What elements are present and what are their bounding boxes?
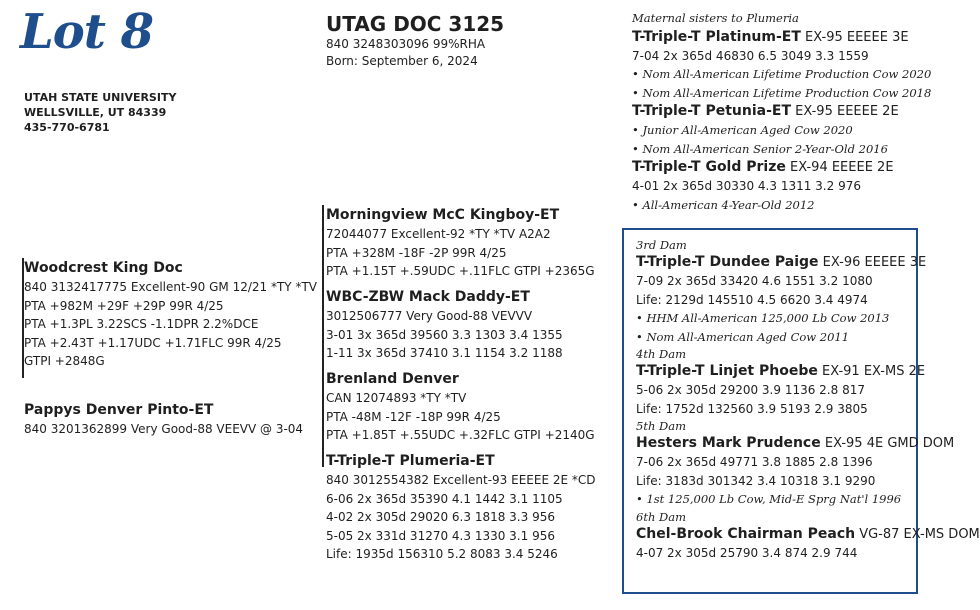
dam-sire-name: Brenland Denver — [326, 371, 459, 387]
dam-dam-line: 5-05 2x 331d 31270 4.3 1330 3.1 956 — [326, 528, 555, 543]
dam-record: 7-06 2x 365d 49771 3.8 1885 2.8 1396 — [636, 455, 873, 469]
dams-block — [636, 237, 980, 562]
maternal-sisters-block — [632, 9, 931, 214]
dam-record: 7-09 2x 365d 33420 4.6 1551 3.2 1080 — [636, 274, 873, 288]
dam-name-row — [636, 434, 980, 453]
sister-class: EX-95 EEEEE 2E — [791, 104, 899, 119]
dam-name: Chel-Brook Chairman Peach — [636, 525, 856, 542]
sister-name-row — [632, 158, 931, 177]
dam-note: • Nom All-American Aged Cow 2011 — [636, 329, 850, 344]
dam-name: T-Triple-T Dundee Paige — [636, 254, 819, 270]
dam-dam-line: 6-06 2x 365d 35390 4.1 1442 3.1 1105 — [326, 491, 563, 506]
dam-dam-name: T-Triple-T Plumeria-ET — [326, 453, 495, 469]
dam-name: T-Triple-T Linjet Phoebe — [636, 363, 818, 379]
sire-line: PTA +2.43T +1.17UDC +1.71FLC 99R 4/25 — [24, 335, 282, 350]
mgs-block — [24, 400, 303, 439]
sister-note: • All-American 4-Year-Old 2012 — [632, 197, 815, 212]
sister-name: T-Triple-T Petunia-ET — [632, 103, 792, 119]
dam-record: 4-07 2x 305d 25790 3.4 874 2.9 744 — [636, 545, 858, 560]
dam-name-row — [636, 525, 980, 544]
dam-name-row — [636, 253, 980, 272]
owner-phone: 435-770-6781 — [24, 121, 110, 134]
dam-sire-line: PTA -48M -12F -18P 99R 4/25 — [326, 409, 501, 424]
dam-dam-block — [326, 451, 595, 564]
dam-sire-block — [326, 369, 595, 445]
sire-sire-line: PTA +1.15T +.59UDC +.11FLC GTPI +2365G — [326, 264, 595, 278]
dam-note: • HHM All-American 125,000 Lb Cow 2013 — [636, 311, 890, 325]
animal-id: 840 3248303096 99%RHA — [326, 37, 486, 51]
dam-class: EX-95 4E GMD DOM — [820, 436, 955, 451]
dam-label: 4th Dam — [636, 347, 686, 361]
sire-sire-block — [326, 205, 595, 281]
dam-record: 5-06 2x 305d 29200 3.9 1136 2.8 817 — [636, 383, 865, 397]
sire-name: Woodcrest King Doc — [24, 260, 183, 276]
dam-note: • 1st 125,000 Lb Cow, Mid-E Sprg Nat'l 1996 — [636, 492, 902, 506]
sister-class: EX-94 EEEEE 2E — [785, 160, 894, 175]
owner-city: WELLSVILLE, UT 84339 — [24, 106, 167, 119]
sire-dam-block — [326, 287, 563, 363]
animal-header — [326, 12, 504, 70]
sire-dam-name: WBC-ZBW Mack Daddy-ET — [326, 289, 530, 305]
mgs-name: Pappys Denver Pinto-ET — [24, 402, 214, 418]
mgs-line: 840 3201362899 Very Good-88 VEEVV @ 3-04 — [24, 422, 304, 436]
sister-record: 7-04 2x 365d 46830 6.5 3049 3.3 1559 — [632, 48, 869, 63]
dam-dam-line: Life: 1935d 156310 5.2 8083 3.4 5246 — [326, 547, 558, 561]
sire-dam-line: 3012506777 Very Good-88 VEVVV — [326, 309, 533, 323]
sister-note: • Nom All-American Lifetime Production Cow 2020 — [632, 67, 932, 81]
sister-record: 4-01 2x 365d 30330 4.3 1311 3.2 976 — [632, 179, 861, 193]
dam-class: EX-91 EX-MS 2E — [817, 364, 926, 379]
sister-note: • Nom All-American Lifetime Production Cow 2018 — [632, 85, 932, 100]
sister-name: T-Triple-T Platinum-ET — [632, 28, 801, 45]
sire-block — [24, 258, 317, 371]
sire-sire-name: Morningview McC Kingboy-ET — [326, 207, 560, 223]
owner-name: UTAH STATE UNIVERSITY — [24, 91, 177, 104]
dam-name: Hesters Mark Prudence — [636, 435, 821, 451]
sister-name: T-Triple-T Gold Prize — [632, 159, 786, 175]
sire-line: PTA +1.3PL 3.22SCS -1.1DPR 2.2%DCE — [24, 317, 259, 331]
maternal-heading: Maternal sisters to Plumeria — [632, 11, 799, 25]
dam-sire-line: CAN 12074893 *TY *TV — [326, 391, 467, 405]
dam-record: Life: 3183d 301342 3.4 10318 3.1 9290 — [636, 473, 876, 488]
sire-line: 840 3132417775 Excellent-90 GM 12/21 *TY *TV — [24, 280, 317, 294]
animal-born: Born: September 6, 2024 — [326, 54, 478, 68]
sire-sire-line: 72044077 Excellent-92 *TY *TV A2A2 — [326, 227, 551, 241]
dam-name-row — [636, 362, 980, 381]
animal-name: UTAG DOC 3125 — [326, 12, 505, 36]
sire-line: PTA +982M +29F +29P 99R 4/25 — [24, 298, 224, 313]
middle-bracket — [322, 205, 324, 467]
sister-name-row — [632, 102, 931, 121]
sire-dam-line: 1-11 3x 365d 37410 3.1 1154 3.2 1188 — [326, 346, 563, 360]
dam-label: 6th Dam — [636, 509, 686, 524]
sire-sire-line: PTA +328M -18F -2P 99R 4/25 — [326, 245, 507, 260]
dam-class: VG-87 EX-MS DOM — [855, 526, 980, 542]
sister-note: • Nom All-American Senior 2-Year-Old 2016 — [632, 141, 888, 156]
dam-sire-line: PTA +1.85T +.55UDC +.32FLC GTPI +2140G — [326, 428, 595, 442]
sire-line: GTPI +2848G — [24, 354, 105, 368]
sister-note: • Junior All-American Aged Cow 2020 — [632, 123, 853, 137]
dam-label: 3rd Dam — [636, 238, 687, 252]
dam-class: EX-96 EEEEE 3E — [818, 255, 927, 270]
owner-block — [24, 90, 176, 135]
dam-dam-line: 4-02 2x 305d 29020 6.3 1818 3.3 956 — [326, 510, 555, 524]
dam-label: 5th Dam — [636, 419, 686, 433]
dam-dam-line: 840 3012554382 Excellent-93 EEEEE 2E *CD — [326, 473, 596, 487]
dam-record: Life: 2129d 145510 4.5 6620 3.4 4974 — [636, 292, 868, 307]
dam-record: Life: 1752d 132560 3.9 5193 2.9 3805 — [636, 401, 868, 416]
sister-class: EX-95 EEEEE 3E — [800, 29, 909, 45]
lot-title: Lot 8 — [20, 4, 154, 60]
sister-name-row — [632, 28, 931, 47]
sire-dam-line: 3-01 3x 365d 39560 3.3 1303 3.4 1355 — [326, 327, 563, 342]
